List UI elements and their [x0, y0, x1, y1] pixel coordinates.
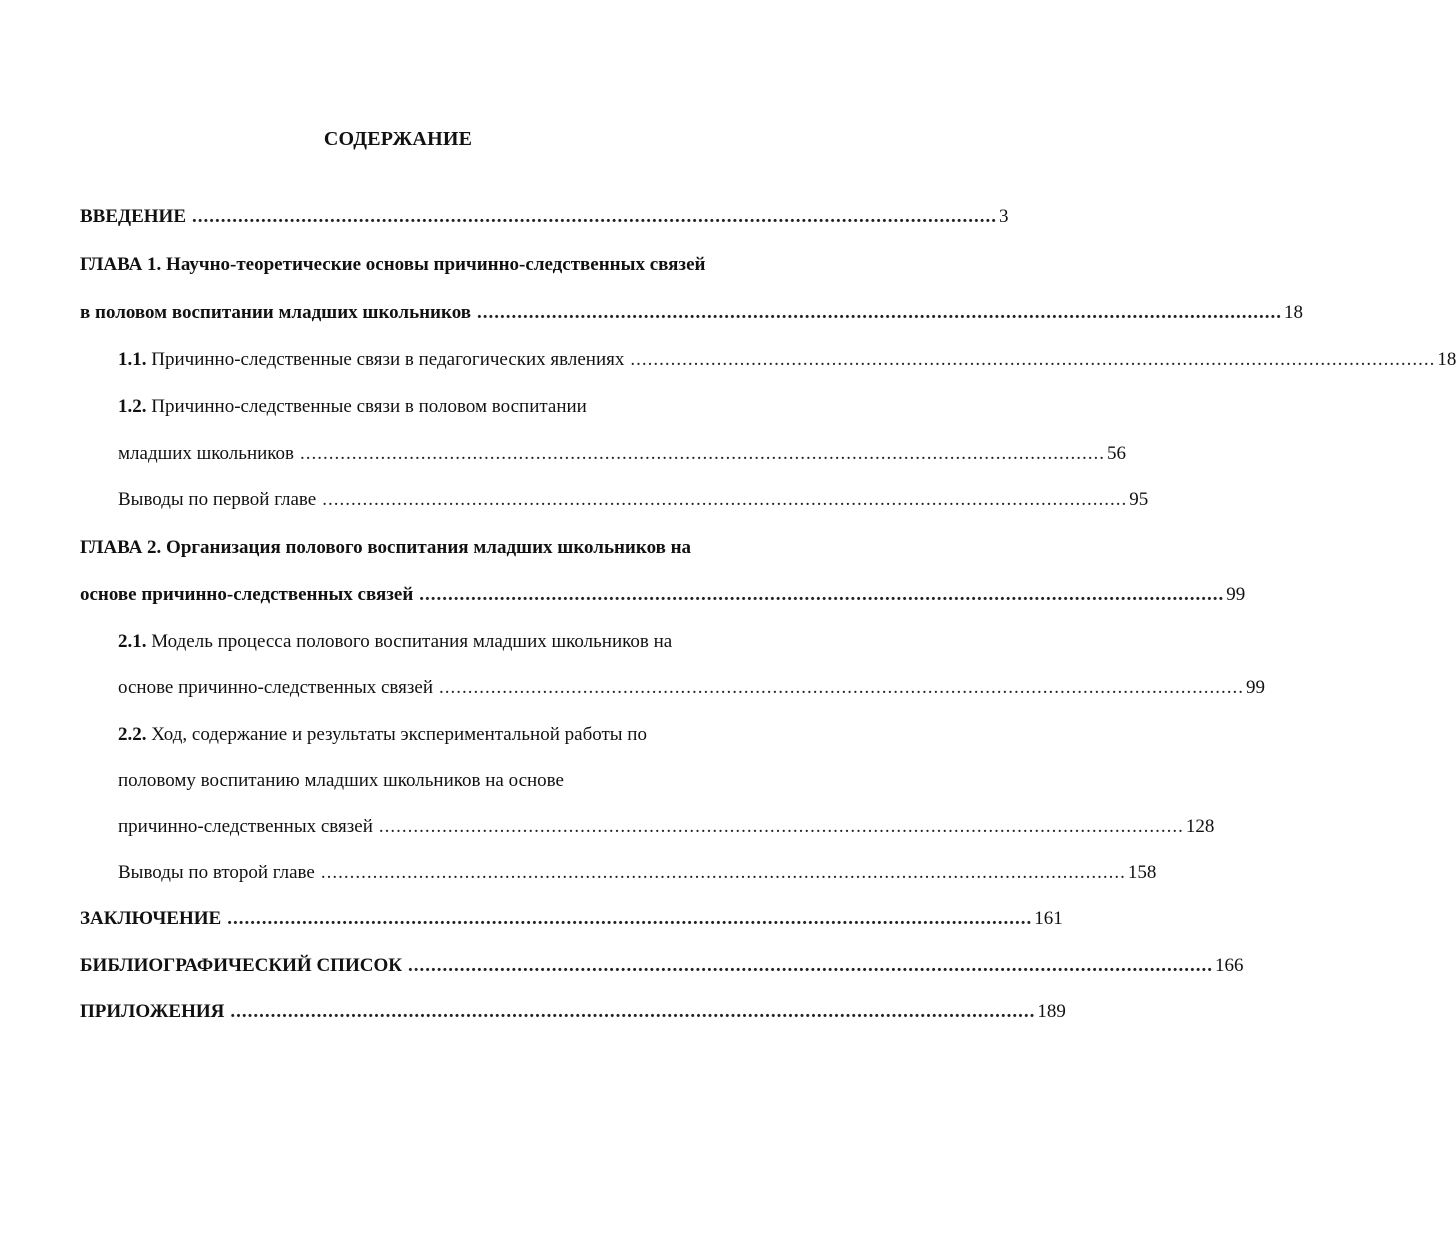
toc-entry-text: ГЛАВА 2. Организация полового воспитания младших школьников на — [80, 537, 692, 558]
toc-leader-dots: ............................................................................................................................................ — [300, 443, 1106, 464]
toc-chapter-1-title-cont — [80, 302, 1303, 330]
toc-entry-bibliography — [80, 955, 1244, 983]
toc-leader-dots: ............................................................................................................................................ — [378, 816, 1184, 837]
toc-entry-text: ЗАКЛЮЧЕНИЕ — [80, 908, 222, 929]
toc-conclusions-chapter-2 — [118, 862, 1157, 890]
toc-section-number: 1.2. — [118, 396, 147, 417]
toc-entry-page: 18 — [1437, 349, 1456, 370]
toc-entry-page: 18 — [1284, 302, 1303, 323]
toc-entry-text: ВВЕДЕНИЕ — [80, 206, 186, 227]
toc-section-number: 1.1. — [118, 349, 147, 370]
toc-leader-dots: ............................................................................................................................................ — [408, 955, 1214, 976]
toc-entry-page: 166 — [1215, 955, 1244, 976]
toc-entry-text: Модель процесса полового воспитания младших школьников на — [151, 631, 673, 652]
toc-section-2-1-cont — [118, 677, 1265, 705]
toc-entry-text: Выводы по второй главе — [118, 862, 315, 883]
toc-entry-text: БИБЛИОГРАФИЧЕСКИЙ СПИСОК — [80, 955, 403, 976]
toc-entry-appendices — [80, 1001, 1066, 1029]
toc-section-number: 2.2. — [118, 724, 147, 745]
page-title: СОДЕРЖАНИЕ — [323, 128, 473, 150]
toc-entry-page: 158 — [1127, 862, 1157, 883]
toc-entry-page: 189 — [1037, 1001, 1066, 1022]
toc-entry-page: 56 — [1107, 443, 1127, 464]
toc-chapter-2-title-cont — [80, 584, 1246, 612]
toc-section-number: 2.1. — [118, 631, 147, 652]
toc-entry-text: причинно-следственных связей — [118, 816, 373, 837]
toc-entry-introduction — [80, 206, 1009, 234]
toc-entry-conclusion — [80, 908, 1063, 936]
toc-leader-dots: ............................................................................................................................................ — [438, 677, 1244, 698]
toc-chapter-1-title — [80, 254, 764, 282]
toc-entry-text: ПРИЛОЖЕНИЯ — [80, 1001, 225, 1022]
toc-entry-text: Выводы по первой главе — [118, 489, 317, 510]
toc-leader-dots: ............................................................................................................................................ — [320, 862, 1126, 883]
toc-chapter-2-title — [80, 537, 764, 565]
toc-entry-text: основе причинно-следственных связей — [80, 584, 414, 605]
toc-entry-text: в половом воспитании младших школьников — [80, 302, 471, 323]
toc-conclusions-chapter-1 — [118, 489, 1149, 517]
toc-entry-text: младших школьников — [118, 443, 295, 464]
toc-leader-dots: ............................................................................................................................................ — [322, 489, 1128, 510]
toc-entry-text: половому воспитанию младших школьников на основе — [118, 770, 564, 791]
toc-entry-page: 128 — [1185, 816, 1215, 837]
toc-entry-page: 95 — [1129, 489, 1149, 510]
toc-entry-text: ГЛАВА 1. Научно-теоретические основы причинно-следственных связей — [80, 254, 706, 275]
toc-entry-page: 99 — [1226, 584, 1246, 605]
toc-entry-page: 99 — [1245, 677, 1265, 698]
toc-entry-page: 3 — [999, 206, 1009, 227]
toc-leader-dots: ............................................................................................................................................ — [227, 908, 1033, 929]
toc-section-1-1 — [118, 349, 1456, 377]
toc-section-1-2 — [118, 396, 764, 424]
toc-leader-dots: ............................................................................................................................................ — [192, 206, 997, 227]
toc-section-2-2 — [118, 724, 764, 752]
toc-entry-text: Причинно-следственные связи в половом воспитании — [151, 396, 587, 417]
toc-entry-text: Причинно-следственные связи в педагогических явлениях — [151, 349, 625, 370]
toc-leader-dots: ............................................................................................................................................ — [419, 584, 1225, 605]
toc-leader-dots: ............................................................................................................................................ — [477, 302, 1282, 323]
toc-entry-text: основе причинно-следственных связей — [118, 677, 433, 698]
toc-entry-page: 161 — [1034, 908, 1063, 929]
toc-section-2-1 — [118, 631, 764, 659]
toc-leader-dots: ............................................................................................................................................ — [230, 1001, 1036, 1022]
toc-section-1-2-cont — [118, 443, 1127, 471]
toc-leader-dots: ............................................................................................................................................ — [630, 349, 1436, 370]
toc-section-2-2-cont-2 — [118, 816, 1215, 844]
toc-entry-text: Ход, содержание и результаты экспериментальной работы по — [151, 724, 647, 745]
toc-section-2-2-cont-1 — [118, 770, 764, 798]
